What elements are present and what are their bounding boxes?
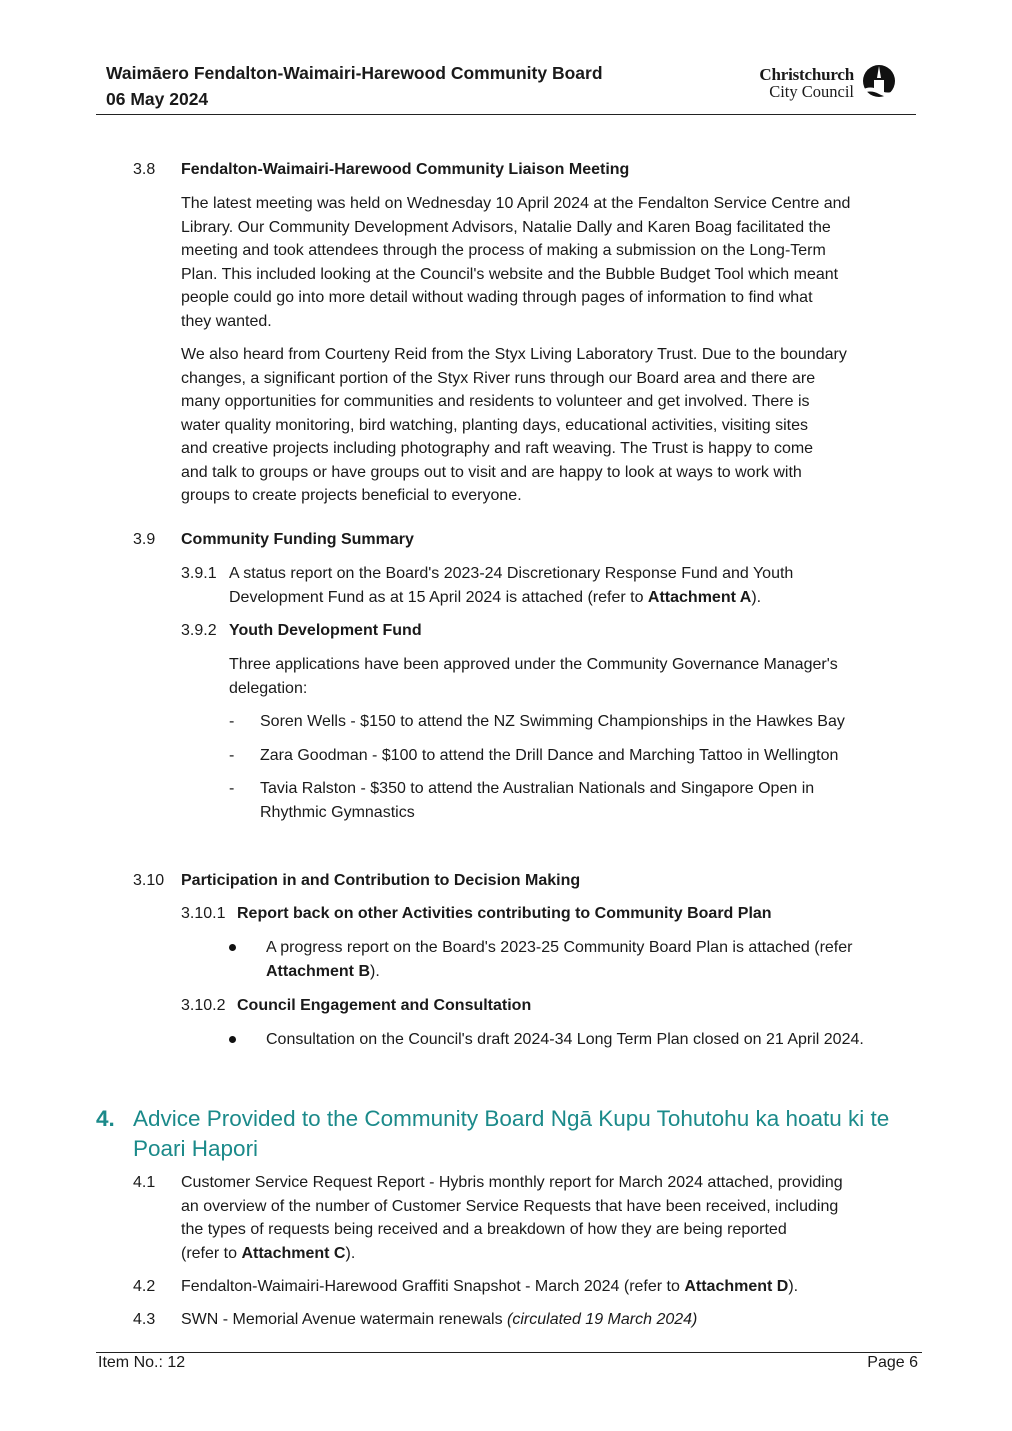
text-line: and creative projects including photography and raft weaving. The Trust is happy to come bbox=[181, 440, 814, 457]
text-line: Library. Our Community Development Advisors, Natalie Dally and Karen Boag facilitated the bbox=[181, 218, 831, 236]
page-footer bbox=[96, 1352, 922, 1371]
text-line: groups to create projects beneficial to everyone. bbox=[181, 487, 522, 504]
text-line: Customer Service Request Report - Hybris monthly report for March 2024 attached, providing bbox=[181, 1174, 843, 1191]
dash-marker: - bbox=[229, 780, 235, 797]
text-line: Three applications have been approved under the Community Governance Manager's bbox=[229, 656, 838, 673]
text-line: A progress report on the Board's 2023-25 Community Board Plan is attached (refer bbox=[266, 939, 853, 956]
bullet-item: Consultation on the Council's draft 2024-34 Long Term Plan closed on 21 April 2024. bbox=[266, 1031, 864, 1048]
text-line: changes, a significant portion of the Styx River runs through our Board area and there are bbox=[181, 369, 816, 387]
subsection-number: 3.10.2 bbox=[181, 997, 226, 1014]
list-item bbox=[260, 777, 920, 824]
page-header bbox=[96, 62, 916, 115]
text-line: Plan. This included looking at the Council's website and the Bubble Budget Tool which meant bbox=[181, 265, 839, 283]
page-number: Page 6 bbox=[867, 1354, 918, 1371]
text-line: Development Fund as at 15 April 2024 is attached (refer to Attachment A). bbox=[229, 588, 762, 606]
paragraph bbox=[229, 653, 919, 700]
subsection-number: 3.9.1 bbox=[181, 565, 217, 582]
item-number-label: Item No.: 12 bbox=[98, 1354, 186, 1371]
section-title: Fendalton-Waimairi-Harewood Community Liaison Meeting bbox=[181, 161, 630, 178]
paragraph bbox=[181, 192, 921, 333]
text-line: the types of requests being received and a breakdown of how they are being reported bbox=[181, 1221, 787, 1238]
bullet-icon bbox=[229, 944, 236, 951]
board-name: Waimāero Fendalton-Waimairi-Harewood Community Board bbox=[106, 63, 603, 83]
attachment-ref: Attachment A bbox=[647, 588, 752, 606]
circulated-note: (circulated 19 March 2024) bbox=[507, 1311, 698, 1328]
section-number: 3.9 bbox=[133, 531, 156, 548]
dash-marker: - bbox=[229, 747, 235, 764]
paragraph: Fendalton-Waimairi-Harewood Graffiti Snapshot - March 2024 (refer to Attachment D). bbox=[181, 1278, 799, 1295]
text-line: A status report on the Board's 2023-24 Discretionary Response Fund and Youth bbox=[229, 565, 794, 582]
section-number: 3.8 bbox=[133, 161, 156, 178]
list-item: Soren Wells - $150 to attend the NZ Swimming Championships in the Hawkes Bay bbox=[260, 713, 845, 730]
logo-line1: Christchurch bbox=[759, 65, 854, 84]
heading-line: Poari Hapori bbox=[133, 1136, 259, 1161]
text-line: and talk to groups or have groups out to visit and are happy to look at ways to work with bbox=[181, 463, 802, 481]
item-number: 4.2 bbox=[133, 1278, 156, 1295]
attachment-ref: Attachment D bbox=[684, 1278, 789, 1295]
text-line: (refer to Attachment C). bbox=[181, 1244, 356, 1262]
section-title: Participation in and Contribution to Decision Making bbox=[181, 872, 581, 889]
text-line: Attachment B). bbox=[266, 962, 380, 980]
logo-line2: City Council bbox=[769, 82, 854, 101]
heading-number: 4. bbox=[96, 1106, 115, 1131]
text-line: We also heard from Courteny Reid from the Styx Living Laboratory Trust. Due to the boundary bbox=[181, 346, 847, 363]
subsection-number: 3.10.1 bbox=[181, 905, 226, 922]
subsection-title: Council Engagement and Consultation bbox=[237, 997, 532, 1014]
subsection-number: 3.9.2 bbox=[181, 622, 217, 639]
text-line: Rhythmic Gymnastics bbox=[260, 803, 415, 821]
section-title: Community Funding Summary bbox=[181, 531, 414, 548]
meeting-date: 06 May 2024 bbox=[106, 89, 209, 109]
section-heading bbox=[133, 1104, 933, 1164]
heading-line: Advice Provided to the Community Board Ngā Kupu Tohutohu ka hoatu ki te bbox=[133, 1106, 890, 1131]
text-line: meeting and took attendees through the process of making a submission on the Long-Term bbox=[181, 242, 826, 259]
section-number: 3.10 bbox=[133, 872, 165, 889]
text-line: delegation: bbox=[229, 679, 308, 697]
paragraph bbox=[181, 1171, 921, 1265]
paragraph: SWN - Memorial Avenue watermain renewals (circulated 19 March 2024) bbox=[181, 1311, 698, 1328]
text-line: an overview of the number of Customer Service Requests that have been received, including bbox=[181, 1197, 839, 1215]
bullet-icon bbox=[229, 1036, 236, 1043]
text-line: water quality monitoring, bird watching, planting days, educational activities, visiting sites bbox=[181, 416, 808, 434]
text-line: people could go into more detail without wading through pages of information to find what bbox=[181, 289, 813, 306]
subsection-title: Youth Development Fund bbox=[229, 622, 422, 639]
item-number: 4.3 bbox=[133, 1311, 156, 1328]
text-line: many opportunities for communities and residents to volunteer and get involved. There is bbox=[181, 393, 810, 410]
text-line: they wanted. bbox=[181, 312, 272, 330]
list-item: Zara Goodman - $100 to attend the Drill Dance and Marching Tattoo in Wellington bbox=[260, 747, 839, 764]
bullet-item bbox=[266, 936, 926, 983]
paragraph bbox=[229, 562, 919, 609]
text-line: The latest meeting was held on Wednesday 10 April 2024 at the Fendalton Service Centre and bbox=[181, 195, 851, 212]
dash-marker: - bbox=[229, 713, 235, 730]
attachment-ref: Attachment C bbox=[241, 1244, 346, 1262]
council-logo bbox=[738, 64, 898, 102]
item-number: 4.1 bbox=[133, 1174, 156, 1191]
subsection-title: Report back on other Activities contributing to Community Board Plan bbox=[237, 905, 772, 922]
paragraph bbox=[181, 343, 921, 508]
attachment-ref: Attachment B bbox=[266, 962, 371, 980]
text-line: Tavia Ralston - $350 to attend the Australian Nationals and Singapore Open in bbox=[260, 780, 815, 797]
cathedral-logo-icon bbox=[860, 64, 898, 100]
